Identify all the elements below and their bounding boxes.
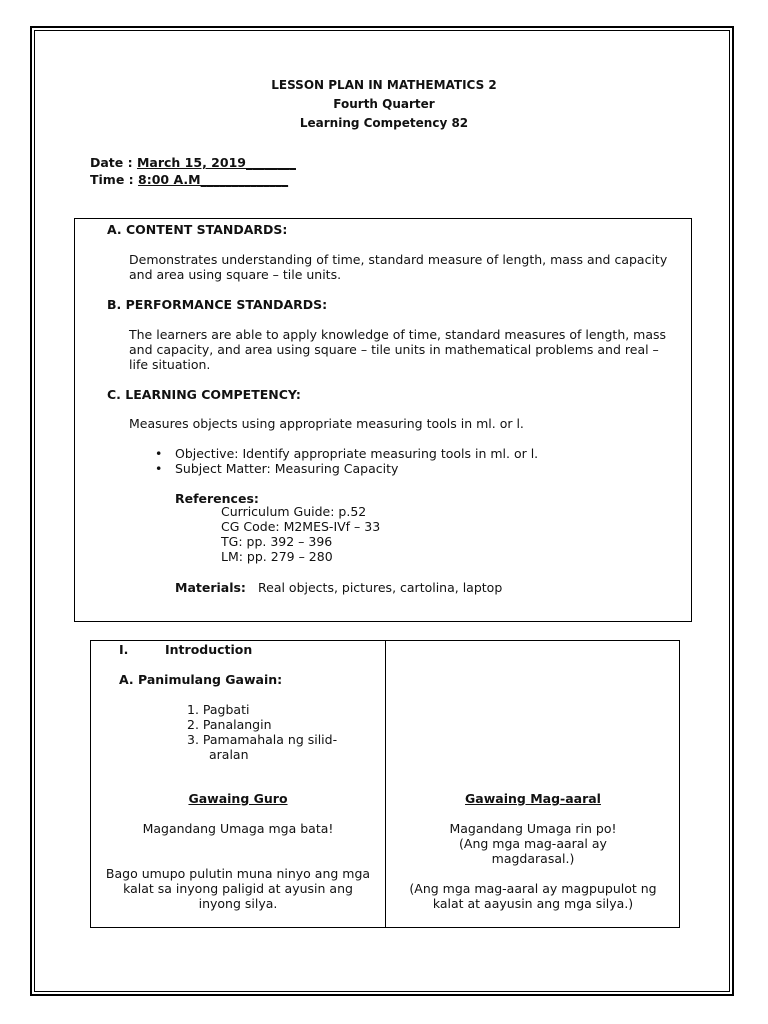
time-label: Time : xyxy=(90,172,134,187)
introduction-heading: Introduction xyxy=(165,642,253,657)
content-standards-text: Demonstrates understanding of time, standard measure of length, mass and capacity and area using square – tile units. xyxy=(129,252,668,282)
time-value: 8:00 A.M______________ xyxy=(138,172,289,187)
student-column-heading xyxy=(386,791,680,806)
step-item: aralan xyxy=(209,747,249,762)
student-heading: Gawaing Mag-aaral xyxy=(465,791,601,806)
subject-matter-bullet: • Subject Matter: Measuring Capacity xyxy=(175,461,398,476)
step-item: 1. Pagbati xyxy=(187,702,250,717)
performance-standards-heading: B. PERFORMANCE STANDARDS: xyxy=(107,297,328,312)
materials-label: Materials: xyxy=(175,580,246,595)
teacher-instruction: Bago umupo pulutin muna ninyo ang mga kalat sa inyong paligid at ayusin ang inyong silya. xyxy=(105,866,371,911)
teacher-greeting: Magandang Umaga mga bata! xyxy=(142,821,334,836)
step-item: 2. Panalangin xyxy=(187,717,272,732)
panimulang-gawain-heading: A. Panimulang Gawain: xyxy=(119,672,283,687)
student-greeting: Magandang Umaga rin po! xyxy=(449,821,617,836)
student-cleanup: (Ang mga mag-aaral ay magpupulot ng kalat at aayusin ang mga silya.) xyxy=(409,881,657,911)
step-item: 3. Pamamahala ng silid- xyxy=(187,732,338,747)
column-divider xyxy=(385,641,386,927)
quarter-label: Fourth Quarter xyxy=(333,97,435,111)
reference-item: CG Code: M2MES-IVf – 33 xyxy=(221,519,381,534)
learning-competency-heading: C. LEARNING COMPETENCY: xyxy=(107,387,301,402)
performance-standards-text: The learners are able to apply knowledge of time, standard measures of length, mass and capacity, and area using square – tile units in mathematical problems and real – life situation. xyxy=(129,327,667,372)
teacher-heading: Gawaing Guro xyxy=(188,791,288,806)
reference-item: TG: pp. 392 – 396 xyxy=(221,534,333,549)
date-value: March 15, 2019________ xyxy=(136,155,296,170)
document-header xyxy=(0,76,768,133)
section-numeral: I. xyxy=(119,642,129,657)
reference-item: LM: pp. 279 – 280 xyxy=(221,549,333,564)
time-row xyxy=(90,172,288,187)
content-standards-heading: A. CONTENT STANDARDS: xyxy=(107,222,288,237)
standards-box xyxy=(74,218,692,622)
date-label: Date : xyxy=(90,155,133,170)
teacher-column-heading xyxy=(91,791,385,806)
materials-value: Real objects, pictures, cartolina, laptop xyxy=(258,580,503,595)
date-row xyxy=(90,155,296,170)
competency-label: Learning Competency 82 xyxy=(299,116,469,130)
student-prayer: (Ang mga mag-aaral ay magdarasal.) xyxy=(459,836,607,866)
document-title: LESSON PLAN IN MATHEMATICS 2 xyxy=(271,78,497,92)
references-label: References: xyxy=(175,491,259,506)
reference-item: Curriculum Guide: p.52 xyxy=(221,504,367,519)
objective-bullet: • Objective: Identify appropriate measuring tools in ml. or l. xyxy=(175,446,538,461)
introduction-table xyxy=(90,640,680,928)
learning-competency-text: Measures objects using appropriate measuring tools in ml. or l. xyxy=(129,416,524,431)
